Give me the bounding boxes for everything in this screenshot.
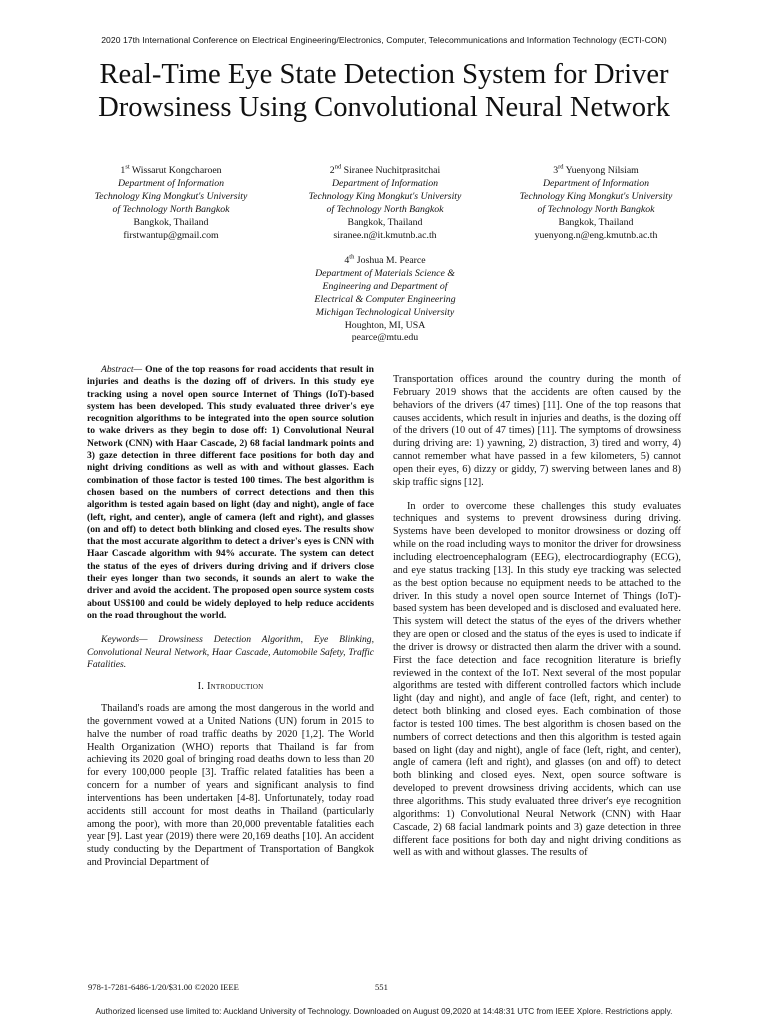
author-location: Bangkok, Thailand — [347, 216, 423, 228]
abstract-text: One of the top reasons for road accidents that result in injuries and deaths is the dozing off of drivers. In this study eye tracking using a novel open source Internet of Things (IoT)-based system has been developed. This study evaluated three driver's eye recognition algorithms to be integrated into the open source solution to wake drivers as they begin to dose off: 1) Convolutional Neural Network (CNN) with Haar Cascade, 2) 68 facial landmark points and 3) gaze detection in three different face positions for both day and night driving conditions as well as with and without glasses. Each combination of those factor is tested 100 times. The best algorithm is chosen based on the numbers of correct detections and then this algorithm is tested again based on light (day and night), angle of face (left, right, and center), angle of camera (left and right), and glasses (on and off) to detect both blinking and closed eyes. The results show that the most accurate algorithm to detect a driver's eyes is CNN with Haar Cascade algorithm with 94% accurate. The system can detect the status of the eyes of drivers during driving and if drivers close their eyes longer than two seconds, it sounds an alert to wake the driver and avoid the accident. The proposed open source system costs about US$100 and could be widely deployed to help reduce accidents on the road throughout the world. — [87, 364, 374, 621]
author-email[interactable]: siranee.n@it.kmutnb.ac.th — [333, 229, 437, 241]
paper-title — [40, 58, 728, 124]
author-institution: Technology King Mongkut's University — [94, 190, 248, 202]
author-institution: of Technology North Bangkok — [537, 203, 655, 215]
left-column — [87, 364, 374, 870]
author-institution: Technology King Mongkut's University — [308, 190, 462, 202]
right-column — [393, 374, 681, 860]
right-paragraph-1: Transportation offices around the country during the month of February 2019 shows that the accidents are often caused by the behaviors of the drivers (47 times) [11]. One of the top reasons that causes accidents, which result in injuries and deaths, is the dozing off of the drivers (10 out of 47 times) [11]. The symptoms of drowsiness during driving are: 1) yawning, 2) distraction, 3) tired and worry, 4) cannot remember what have passed in a few kilometers, 5) cannot open their eyes, 6) dizzy or giddy, 7) swerving between lanes and 8) skip traffic signs [12]. — [393, 374, 681, 488]
author-institution: of Technology North Bangkok — [112, 203, 230, 215]
author-department: Department of Information — [117, 177, 225, 189]
author-block-4 — [274, 255, 496, 345]
author-block-2 — [274, 165, 496, 242]
author-name: 4th Joshua M. Pearce — [344, 253, 426, 266]
author-name: 2nd Siranee Nuchitprasitchai — [329, 163, 441, 176]
author-department: Department of Materials Science & — [315, 267, 455, 279]
intro-paragraph-1: Thailand's roads are among the most dangerous in the world and the government vowed at a United Nations (UN) forum in 2015 to halve the number of road traffic deaths by 2020 [1,2]. The World Health Organization (WHO) reports that Thailand is far from achieving its 2020 goal of bringing road deaths down to less than 20 for every 100,000 people [3]. Traffic related fatalities has been a concern for a number of years and significant analysis to find interventions has been undertaken [4-8]. Unfortunately, today road accidents still account for most deaths in Thailand (particularly among the poor), with more than 20,000 preventable fatalities each year [9]. Last year (2019) there were 20,169 deaths [10]. An accident study conducting by the Department of Transportation of Bangkok and Provincial Department of — [87, 702, 374, 869]
paper-title-line-2: Drowsiness Using Convolutional Neural Network — [98, 92, 670, 123]
author-institution: of Technology North Bangkok — [326, 203, 444, 215]
abstract — [87, 364, 374, 622]
author-location: Bangkok, Thailand — [558, 216, 634, 228]
author-department: Department of Information — [331, 177, 439, 189]
author-department: Electrical & Computer Engineering — [314, 293, 456, 305]
right-paragraph-2: In order to overcome these challenges this study evaluates techniques and systems to prevent drowsiness during driving. Systems have been developed to monitor drowsiness or dozing off while on the road including ways to monitor the driver for drowsiness including electroencephalogram (EEG), electrocardiography (ECG), and eye status tracking [13]. In this study eye tracking was selected as the best option because no equipment needs to be attached to the driver. In this study a novel open source Internet of Things (IoT)-based system has been developed and is disclosed and evaluated here. This system will detect the status of the eyes of the drivers whether they are open or closed and the status of the eyes is used to indicate if the driver is drowsy or distracted then alarm the driver with a sound. First the face detection and face recognition literature is briefly reviewed in the context of the IoT. Next several of the most popular algorithms are tested with different controlled factors which include light (day and night), and angle of face (left, right, and center) to detect both blinking and closed eyes. Each combination of those factor is tested 100 times. The best algorithm is chosen based on the numbers of correct detections and then this algorithm is tested again based on light (day and night), angle of face (left, right, and center), angle of camera (left and right), and glasses (on and off) to detect both blinking and closed eyes. Next, open source software is developed to prevent drowsiness driving accidents, which can use three algorithms. This study evaluated three driver's eye recognition algorithms: 1) Convolutional Neural Network (CNN) with Haar Cascade, 2) 68 facial landmark points and 3) gaze detection in three different face positions for both day and night driving conditions as well as with and without glasses. The results of — [393, 500, 681, 859]
author-name: 1st Wissarut Kongcharoen — [120, 163, 222, 176]
paper-title-line-1: Real-Time Eye State Detection System for Driver — [99, 59, 669, 90]
author-department: Department of Information — [542, 177, 650, 189]
section-heading-introduction: I. Introduction — [197, 681, 264, 693]
footer-isbn: 978-1-7281-6486-1/20/$31.00 ©2020 IEEE — [88, 982, 239, 992]
author-block-1 — [60, 165, 282, 242]
author-email[interactable]: pearce@mtu.edu — [351, 332, 419, 344]
author-name: 3rd Yuenyong Nilsiam — [553, 163, 639, 176]
conference-header: 2020 17th International Conference on Electrical Engineering/Electronics, Computer, Telecommunications and Information Technology (ECTI-CON) — [101, 35, 667, 45]
author-location: Houghton, MI, USA — [344, 319, 426, 331]
abstract-lead: Abstract— — [101, 364, 143, 375]
author-block-3 — [485, 165, 707, 242]
authorized-use-notice: Authorized licensed use limited to: Auckland University of Technology. Downloaded on August 09,2020 at 14:48:31 UTC from IEEE Xplore. Restrictions apply. — [95, 1006, 673, 1016]
author-institution: Technology King Mongkut's University — [519, 190, 673, 202]
keywords: Keywords— Drowsiness Detection Algorithm, Eye Blinking, Convolutional Neural Network, Haar Cascade, Automobile Safety, Traffic Fatalities. — [87, 634, 374, 670]
author-location: Bangkok, Thailand — [133, 216, 209, 228]
author-institution: Michigan Technological University — [315, 306, 455, 318]
author-department: Engineering and Department of — [322, 280, 448, 292]
page-number: 551 — [375, 982, 388, 992]
author-email[interactable]: yuenyong.n@eng.kmutnb.ac.th — [534, 229, 658, 241]
author-email[interactable]: firstwantup@gmail.com — [123, 229, 219, 241]
